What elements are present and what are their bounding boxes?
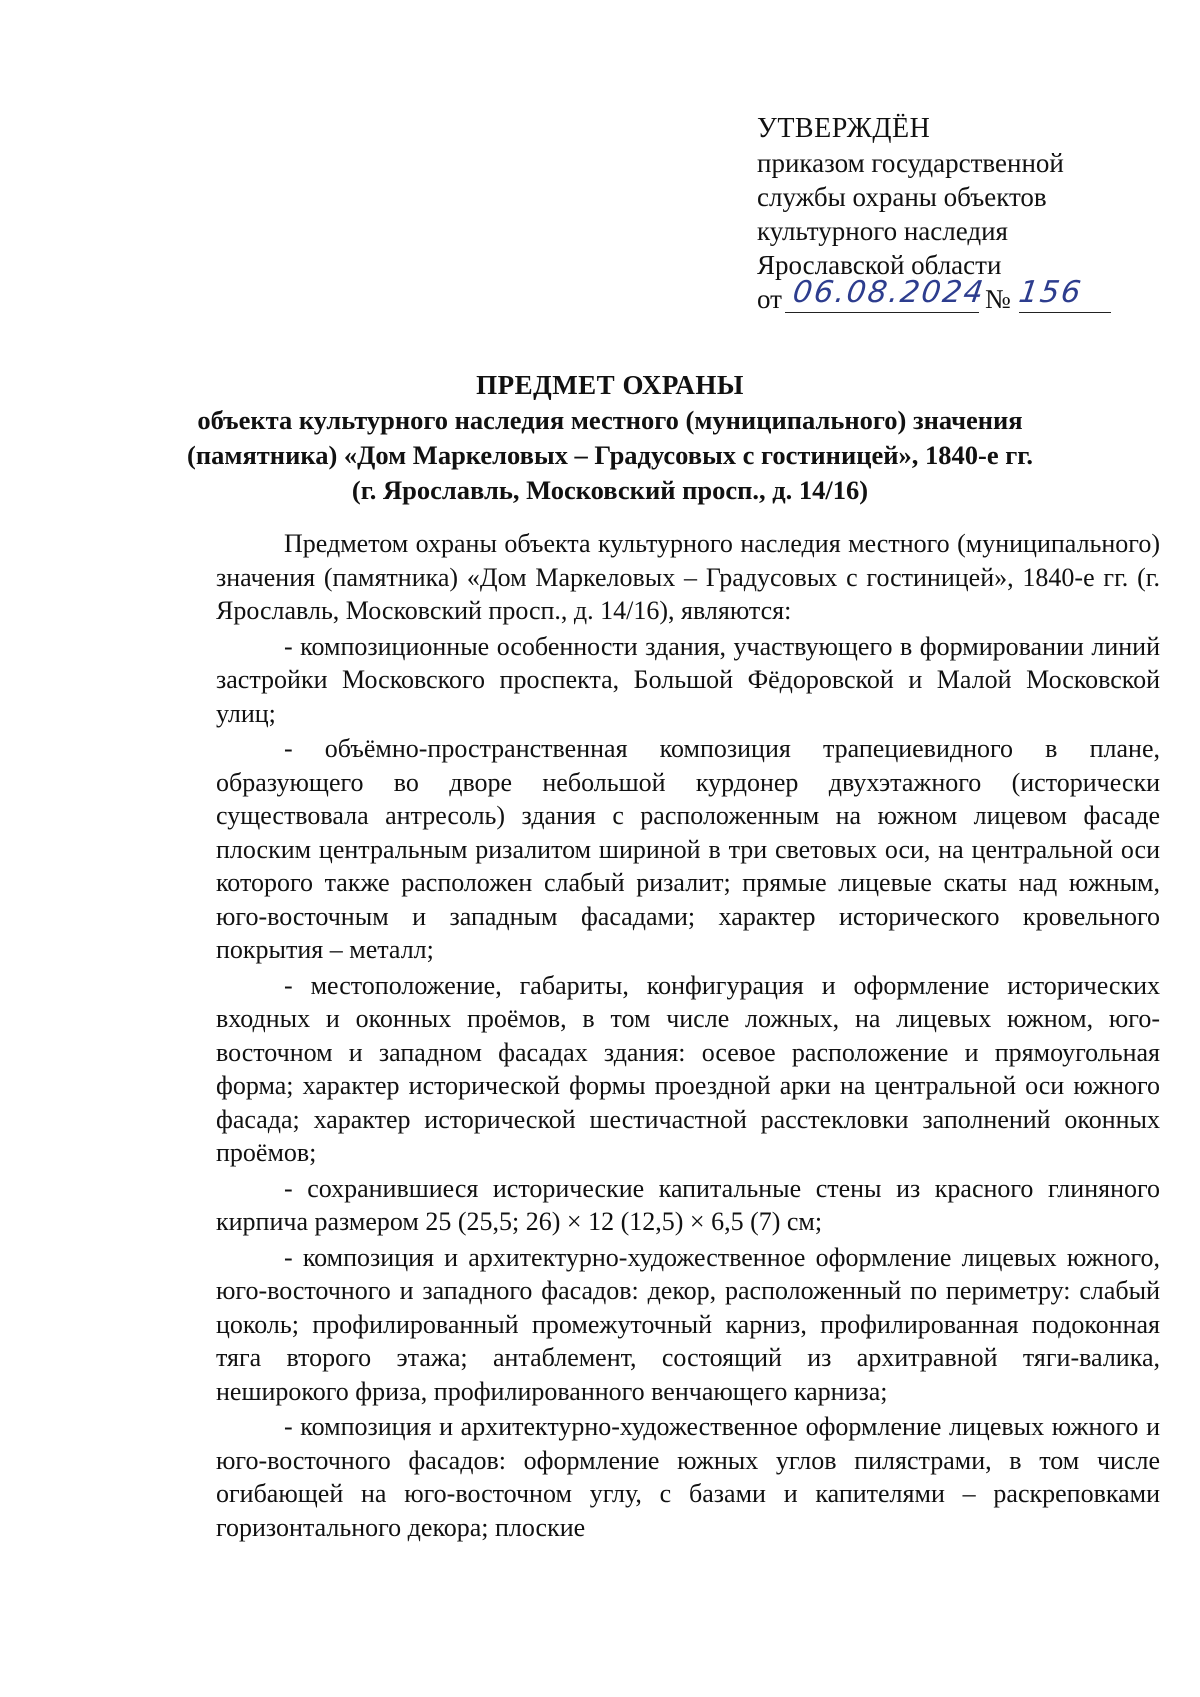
approval-line: культурного наследия [757, 216, 1008, 246]
approval-date-number-row [757, 275, 1157, 322]
protection-item: - композиционные особенности здания, участвующего в формировании линий застройки Московского проспекта, Большой Фёдоровской и Малой Московской улиц; [216, 631, 1160, 728]
protection-item: - местоположение, габариты, конфигурация и оформление исторических входных и оконных проёмов, в том числе ложных, на лицевых южном, юго-восточном и западном фасадах здания: осевое расположение и прямоугольная форма; характер исторической формы проездной арки на центральной оси южного фасада; характер исторической шестичастной расстекловки заполнений оконных проёмов; [216, 970, 1160, 1167]
approval-block [757, 112, 1157, 322]
date-prefix: от [757, 284, 782, 314]
number-prefix: № [985, 284, 1011, 314]
handwritten-date: 06.08.2024 [790, 275, 988, 310]
document-subtitle-line: (памятника) «Дом Маркеловых – Градусовых с гостиницей», 1840-е гг. [187, 440, 1033, 470]
approval-title: УТВЕРЖДЁН [757, 113, 931, 144]
intro-paragraph: Предметом охраны объекта культурного наследия местного (муниципального) значения (памятника) «Дом Маркеловых – Градусовых с гостиницей», 1840-е гг. (г. Ярославль, Московский просп., д. 14/16), являются: [216, 529, 1160, 625]
document-heading [180, 368, 1040, 508]
protection-item: - сохранившиеся исторические капитальные стены из красного глиняного кирпича размером 25 (25,5; 26) × 12 (12,5) × 6,5 (7) см; [216, 1173, 1160, 1236]
date-blank-line [785, 312, 979, 313]
document-body [216, 527, 1160, 1544]
protection-item: - композиция и архитектурно-художественное оформление лицевых южного и юго-восточного фасадов: оформление южных углов пилястрами, в том числе огибающей на юго-восточном углу, с базами и капителями – раскреповками горизонтального декора; плоские [216, 1412, 1160, 1542]
document-subtitle-line: (г. Ярославль, Московский просп., д. 14/16) [351, 475, 869, 505]
approval-line: службы охраны объектов [757, 182, 1047, 212]
document-subtitle-line: объекта культурного наследия местного (муниципального) значения [197, 405, 1023, 435]
number-blank-line [1019, 312, 1111, 313]
protection-item: - композиция и архитектурно-художественное оформление лицевых южного, юго-восточного и западного фасадов: декор, расположенный по периметру: слабый цоколь; профилированный промежуточный карниз, профилированная подоконная тяга второго этажа; антаблемент, состоящий из архитравной тяги-валика, неширокого фриза, профилированного венчающего карниза; [216, 1242, 1160, 1406]
approval-line: приказом государственной [757, 148, 1064, 178]
handwritten-number: 156 [1016, 275, 1085, 310]
protection-item: - объёмно-пространственная композиция трапециевидного в плане, образующего во дворе небольшой курдонер двухэтажного (исторически существовала антресоль) здания с расположенным на южном лицевом фасаде плоским центральным ризалитом шириной в три световых оси, на центральной оси которого также расположен слабый ризалит; прямые лицевые скаты над южным, юго-восточным и западным фасадами; характер исторического кровельного покрытия – металл; [216, 734, 1160, 964]
approval-line: Ярославской области [757, 250, 1002, 280]
document-title: ПРЕДМЕТ ОХРАНЫ [476, 370, 744, 400]
